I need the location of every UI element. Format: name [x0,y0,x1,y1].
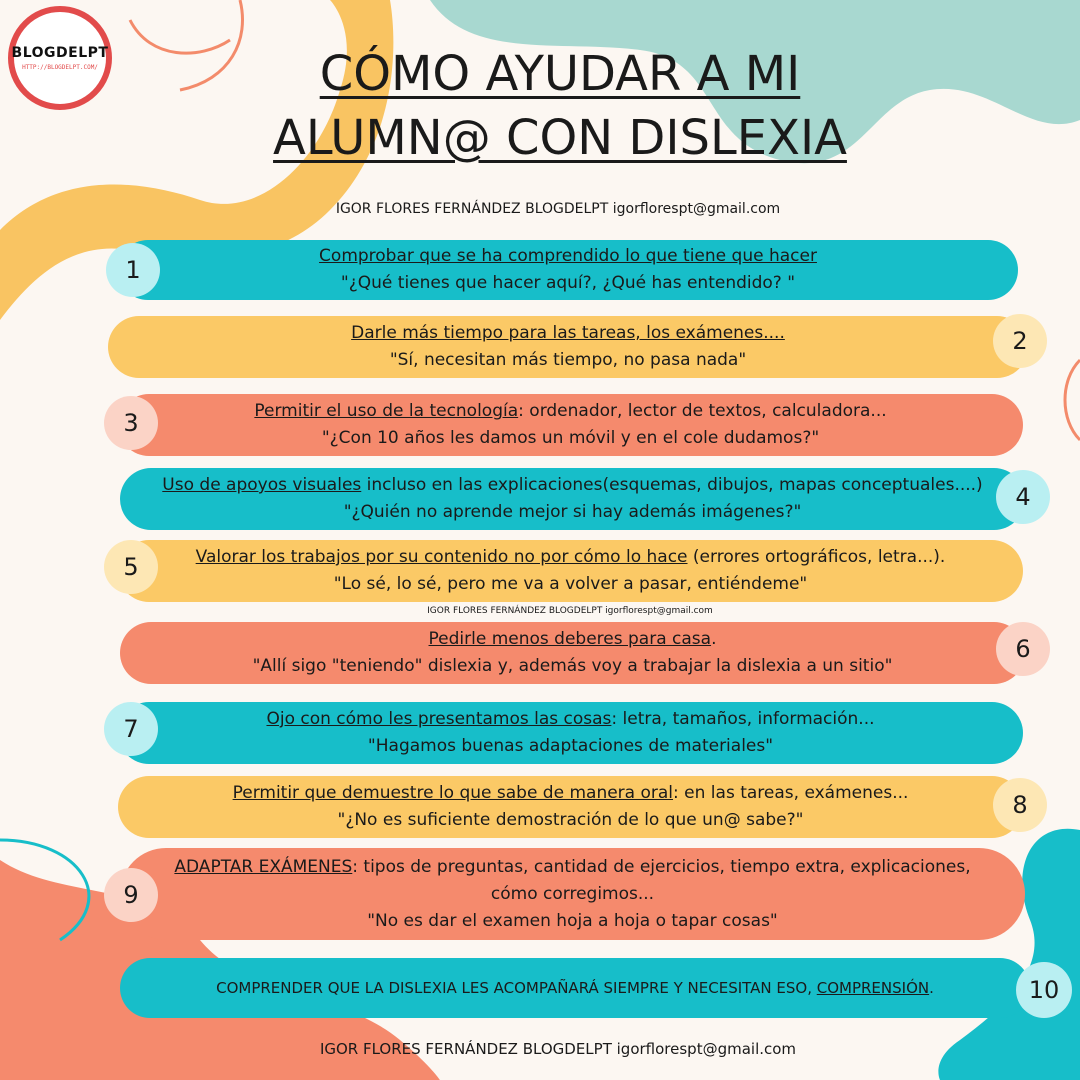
tip-8-quote: "¿No es suficiente demostración de lo que un@ sabe?" [337,810,804,830]
tip-5-highlight: Valorar los trabajos por su contenido no por cómo lo hace [195,547,688,567]
tip-1-quote: "¿Qué tienes que hacer aquí?, ¿Qué has entendido? " [340,273,796,293]
tip-10 [120,958,1030,1018]
tip-10-text: COMPRENDER QUE LA DISLEXIA LES ACOMPAÑARÁ SIEMPRE Y NECESITAN ESO, [216,978,817,997]
tip-9-highlight: ADAPTAR EXÁMENES [174,856,353,877]
tip-3 [118,394,1023,456]
tip-2-highlight: Darle más tiempo para las tareas, los exámenes.... [351,323,785,343]
author-byline-middle: IGOR FLORES FERNÁNDEZ BLOGDELPT igorflorespt@gmail.com [427,606,713,616]
tip-7-rest: : letra, tamaños, información... [611,709,875,729]
page-title [180,42,940,170]
tip-6-rest: . [711,629,717,649]
tip-3-rest: : ordenador, lector de textos, calculadora... [518,401,887,421]
tip-9 [120,848,1025,940]
tip-8-number: 8 [997,782,1043,828]
logo-name: BLOGDELPT [11,45,109,61]
tip-9-rest: : tipos de preguntas, cantidad de ejercicios, tiempo extra, explicaciones, [352,856,971,877]
tip-5-rest: (errores ortográficos, letra...). [687,547,946,567]
tip-7-number: 7 [108,706,154,752]
tip-4 [120,468,1025,530]
tip-7-highlight: Ojo con cómo les presentamos las cosas [266,709,612,729]
tip-7-quote: "Hagamos buenas adaptaciones de materiales" [367,736,774,756]
tip-5-number: 5 [108,544,154,590]
tip-8-rest: : en las tareas, exámenes... [673,783,909,803]
tip-6-quote: "Allí sigo "teniendo" dislexia y, además voy a trabajar la dislexia a un sitio" [252,656,893,676]
tip-5-quote: "Lo sé, lo sé, pero me va a volver a pasar, entiéndeme" [333,574,808,594]
tip-9-quote: "No es dar el examen hoja a hoja o tapar cosas" [367,910,778,931]
tip-2-number: 2 [997,318,1043,364]
tip-1-highlight: Comprobar que se ha comprendido lo que tiene que hacer [319,246,817,266]
author-byline-top: IGOR FLORES FERNÁNDEZ BLOGDELPT igorflorespt@gmail.com [335,201,781,217]
tip-4-rest: incluso en las explicaciones(esquemas, dibujos, mapas conceptuales....) [361,475,983,495]
tip-10-highlight: COMPRENSIÓN [816,978,930,997]
tip-4-highlight: Uso de apoyos visuales [162,475,362,495]
tip-1 [118,240,1018,300]
tip-6 [120,622,1025,684]
tip-8 [118,776,1023,838]
tip-4-quote: "¿Quién no aprende mejor si hay además imágenes?" [343,502,802,522]
tip-2-quote: "Sí, necesitan más tiempo, no pasa nada" [389,350,747,370]
tip-8-highlight: Permitir que demuestre lo que sabe de manera oral [232,783,674,803]
tip-4-number: 4 [1000,474,1046,520]
tip-9-rest-line-2: cómo corregimos... [490,883,655,904]
tip-10-rest: . [929,978,934,997]
blog-logo-seal [8,6,112,110]
title-line-1: CÓMO AYUDAR A MI [319,46,801,102]
tip-6-number: 6 [1000,626,1046,672]
tip-1-number: 1 [110,247,156,293]
tip-3-highlight: Permitir el uso de la tecnología [254,401,519,421]
tip-10-number: 10 [1020,966,1068,1014]
tip-5 [118,540,1023,602]
tip-3-number: 3 [108,400,154,446]
tip-2 [108,316,1028,378]
logo-url: HTTP://BLOGDELPT.COM/ [22,64,98,71]
tip-3-quote: "¿Con 10 años les damos un móvil y en el cole dudamos?" [321,428,820,448]
title-line-2: ALUMN@ CON DISLEXIA [273,110,847,166]
tip-7 [118,702,1023,764]
tip-9-number: 9 [108,872,154,918]
author-byline-bottom: IGOR FLORES FERNÁNDEZ BLOGDELPT igorflorespt@gmail.com [319,1040,797,1058]
tip-6-highlight: Pedirle menos deberes para casa [428,629,712,649]
